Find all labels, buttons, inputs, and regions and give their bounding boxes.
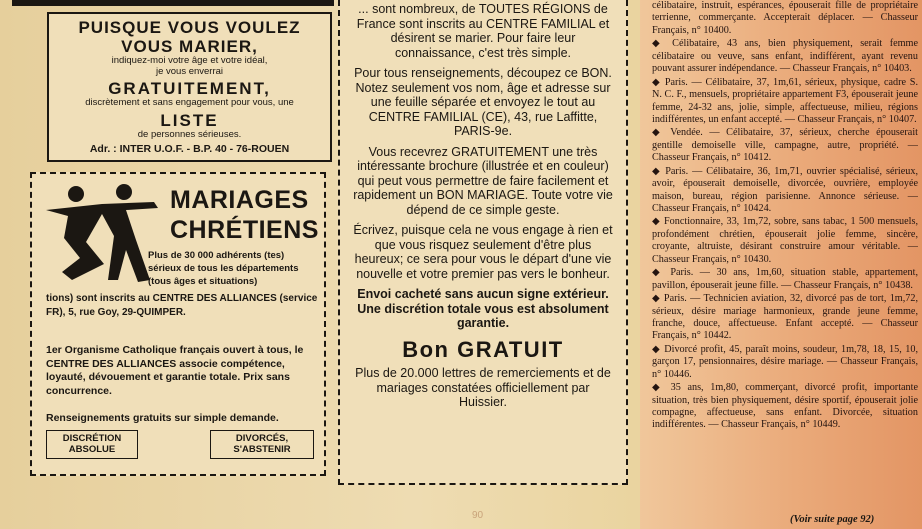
bon-gratuit-heading: Bon GRATUIT [402, 336, 564, 362]
ad-vous-marier [47, 12, 332, 162]
ad1-line1: indiquez-moi votre âge et votre idéal, [111, 55, 268, 67]
ad3-paragraph6: Plus de 20.000 lettres de remerciements et de mariages constatées officiellement par Huissier. [355, 366, 611, 410]
ad3-paragraph1: ... sont nombreux, de TOUTES RÉGIONS de France sont inscrits au CENTRE FAMILIAL et désirent se marier. Pour faire leur connaissance, c'est très simple. [356, 2, 610, 60]
ad1-line4: de personnes sérieuses. [137, 129, 242, 140]
classified-entry: ◆ Célibataire, 43 ans, bien physiquement, serait femme célibataire ou veuve, sans enfant, indifférent, ayant revenu pouvant assurer indépendance. — Chasseur Français, n° 10403. [652, 38, 918, 75]
ad1-heading-line2: VOUS MARIER, [121, 37, 258, 57]
ad3-paragraph5: Envoi cacheté sans aucun signe extérieur. Une discrétion totale vous est absolument garantie. [357, 287, 609, 330]
ad-mariages-chretiens [30, 172, 326, 476]
classified-entry: ◆ Paris. — Technicien aviation, 32, divorcé pas de tort, 1m,72, sérieux, désire mariage harmonieux, grande jeune femme, franche, douce, affectueuse. Enfant accepté. — Chasseur Français, n° 10442. [652, 293, 918, 342]
classifieds-column [640, 0, 922, 529]
continued-footnote: (Voir suite page 92) [790, 514, 875, 525]
ad1-address: Adr. : INTER U.O.F. - B.P. 40 - 76-ROUEN [89, 142, 290, 155]
ad2-paragraph1: Plus de 30 000 adhérents (tes) sérieux de tous les départements (tous âges et situations) [148, 250, 299, 287]
classified-entry: ◆ Paris. — Célibataire, 37, 1m,61, sérieux, physique, cadre S. N. C. F., mensuels, propriétaire appartement F3, épouserait jeune femme, 24-32 ans, jolie, simple, affectueuse, milieu, régions indifférentes, un enfant accepté. — Chasseur Français, n° 10407. [652, 76, 918, 125]
classified-entry: ◆ Vendée. — Célibataire, 37, sérieux, cherche épouserait gentille demoiselle ville, campagne, autre, propriété. — Chasseur Français, n° 10412. [652, 127, 918, 164]
ad3-paragraph3: Vous recevrez GRATUITEMENT une très intéressante brochure (illustrée et en couleur) qui peut vous permettre de faire facilement et rapidement un BON MARIAGE. Toute votre vie dépend de ce simple geste. [353, 144, 613, 217]
ad2-paragraph3: 1er Organisme Catholique français ouvert à tous, le CENTRE DES ALLIANCES associe compétence, loyauté, dévouement et garantie totale. Prix sans concurrence. [46, 344, 304, 397]
divorces-abstenir-box: DIVORCÉS, S'ABSTENIR [210, 430, 314, 459]
top-rule [12, 0, 334, 6]
ad2-paragraph2: tions) sont inscrits au CENTRE DES ALLIANCES (service FR), 5, rue Goy, 29-QUIMPER. [46, 293, 318, 318]
ad1-gratuitement: GRATUITEMENT, [108, 79, 271, 99]
ad1-liste: LISTE [160, 110, 219, 130]
classified-entry: ◆ Paris. — Célibataire, 36, 1m,71, ouvrier spécialisé, sérieux, avoir, épouserait demoiselle, divorcée, ouvrière, employée maison, bureau, région parisienne. Annonce sérieuse. — Chasseur Français, n° 10424. [652, 165, 918, 214]
dancing-couple-illustration [42, 180, 162, 292]
classified-entry: ◆ Fonctionnaire, 33, 1m,72, sobre, sans tabac, 1 500 mensuels, profondément chrétien, épouserait jolie femme, sincère, croyante, altruiste, désirant construire amour véritable. — Chasseur Français, n° 10430. [652, 216, 918, 265]
ad3-paragraph4: Écrivez, puisque cela ne vous engage à rien et que vous risquez seulement d'être plus heureux; ce sera pour vous le départ d'une vie nouvelle et votre premier pas vers le bonheur. [353, 223, 613, 281]
classified-entry: célibataire, instruit, espérances, épouserait fille de propriétaire terrienne, commerçante. Accepterait déplacer. — Chasseur Français, n° 10400. [652, 0, 918, 36]
ad1-line3: discrètement et sans engagement pour vous, une [85, 97, 294, 109]
ad1-line2: je vous enverrai [155, 65, 224, 77]
ad2-paragraph4: Renseignements gratuits sur simple demande. [46, 412, 279, 424]
ad1-heading-line1: PUISQUE VOUS VOULEZ [78, 18, 301, 37]
ad-centre-familial [338, 0, 628, 485]
ad2-title-line2: CHRÉTIENS [170, 216, 319, 244]
classified-entry: ◆ 35 ans, 1m,80, commerçant, divorcé profit, importante situation, très bien physiquement, désire sportif, épouserait jolie compagne, affectueuse, sans enfant. Divorcée, situation indifférentes. — Chasseur Français, n° 10449. [652, 382, 918, 431]
ad3-paragraph2: Pour tous renseignements, découpez ce BON. Notez seulement vos nom, âge et adresse sur une feuille séparée et envoyez le tout au CENTRE FAMILIAL (CE), 43, rue Laffitte, PARIS-9e. [354, 66, 612, 138]
classified-entry: ◆ Paris. — 30 ans, 1m,60, situation stable, appartement, pavillon, épouserait jeune fille. — Chasseur Français, n° 10438. [652, 267, 918, 291]
ad2-title-line1: MARIAGES [170, 186, 309, 214]
discretion-absolue-box: DISCRÉTION ABSOLUE [46, 430, 138, 459]
page-number: 90 [472, 510, 484, 521]
classified-entry: ◆ Divorcé profit, 45, paraît moins, soudeur, 1m,78, 18, 15, 10, garçon 17, pensionnaires, désire mariage. — Chasseur Français, n° 10446. [652, 343, 918, 380]
